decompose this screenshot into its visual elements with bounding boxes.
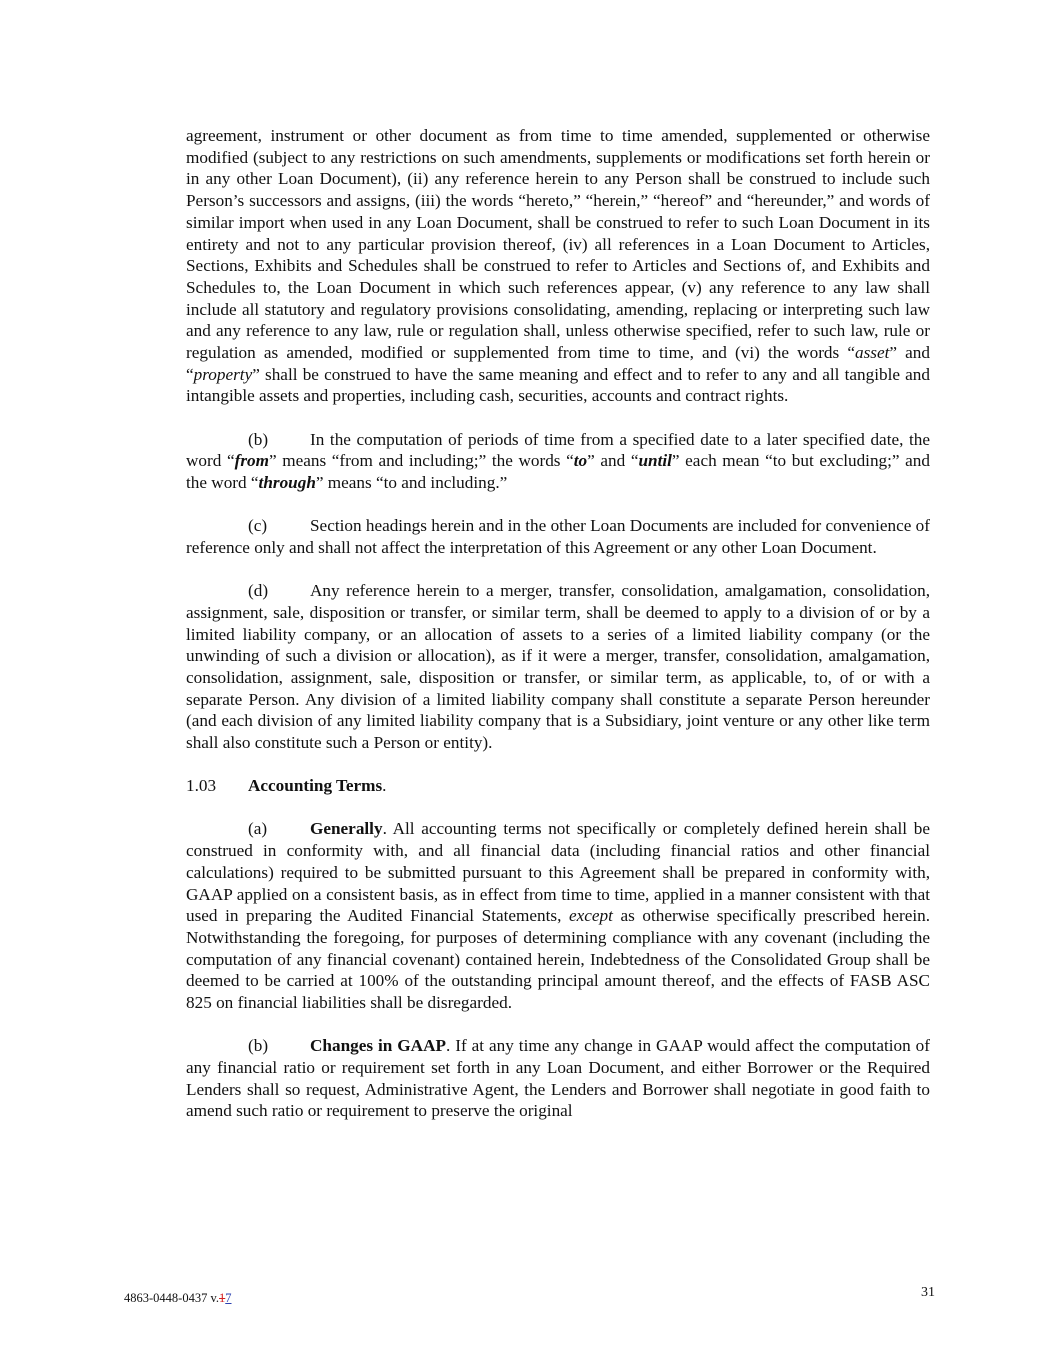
version-deleted: 1 [219,1291,226,1305]
section-heading-accounting-terms: 1.03 Accounting Terms. [186,776,387,796]
document-page [186,125,930,1122]
paragraph-a-generally: (a) Generally. All accounting terms not specifically or completely defined herein shall be construed in conformity with, and all financial data (including financial ratios and other financial calculations) required to be submitted pursuant to this Agreement shall be prepared in conformity with, GAAP applied on a consistent basis, as in effect from time to time, applied in a manner consistent with that used in preparing the Audited Financial Statements, except as otherwise specifically prescribed herein. Notwithstanding the foregoing, for purposes of determining compliance with any covenant (including the computation of any financial covenant) contained herein, Indebtedness of the Consolidated Group shall be deemed to be carried at 100% of the outstanding principal amount thereof, and the effects of FASB ASC 825 on financial liabilities shall be disregarded. [186,819,931,1013]
version-inserted: 7 [225,1291,232,1305]
page-number: 31 [921,1285,935,1300]
paragraph-c-section-headings: (c) Section headings herein and in the other Loan Documents are included for convenience of reference only and shall not affect the interpretation of this Agreement or any other Loan Document. [186,516,930,557]
paragraph-d-divisions: (d) Any reference herein to a merger, transfer, consolidation, amalgamation, consolidation, assignment, sale, disposition or transfer, or similar term, shall be deemed to apply to a division of or by a limited liability company, or an allocation of assets to a series of a limited liability company (or the unwinding of such a division or allocation), as if it were a merger, transfer, consolidation, amalgamation, consolidation, assignment, sale, disposition or transfer, or similar term, as applicable, to, of or with a separate Person. Any division of a limited liability company shall constitute a separate Person hereunder (and each division of any limited liability company that is a Subsidiary, joint venture or any other like term shall also constitute such a Person or entity). [186,581,930,753]
paragraph-definitions-continued: agreement, instrument or other document as from time to time amended, supplemented or otherwise modified (subject to any restrictions on such amendments, supplements or modifications set forth herein or in any other Loan Document), (ii) any reference herein to any Person shall be construed to include such Person’s successors and assigns, (iii) the words “hereto,” “herein,” “hereof” and “hereunder,” and words of similar import when used in any Loan Document, shall be construed to refer to such Loan Document in its entirety and not to any particular provision thereof, (iv) all references in a Loan Document to Articles, Sections, Exhibits and Schedules shall be construed to refer to Articles and Sections of, and Exhibits and Schedules to, the Loan Document in which such references appear, (v) any reference to any law shall include all statutory and regulatory provisions consolidating, amending, replacing or interpreting such law and any reference to any law, rule or regulation shall, unless otherwise specified, refer to such law, rule or regulation as amended, modified or supplemented from time to time, and (vi) the words “asset” and “property” shall be construed to have the same meaning and effect and to refer to any and all tangible and intangible assets and properties, including cash, securities, accounts and contract rights. [186,126,930,406]
document-id-footer: 4863-0448-0437 v.17 [124,1291,232,1305]
paragraph-b-time-computation: (b) In the computation of periods of time from a specified date to a later specified date, the word “from” means “from and including;” the words “to” and “until” each mean “to but excluding;” and the word “through” means “to and including.” [186,429,930,493]
paragraph-b-changes-in-gaap: (b) Changes in GAAP. If at any time any change in GAAP would affect the computation of any financial ratio or requirement set forth in any Loan Document, and either Borrower or the Required Lenders shall so request, Administrative Agent, the Lenders and Borrower shall negotiate in good faith to amend such ratio or requirement to preserve the original [186,1036,930,1121]
